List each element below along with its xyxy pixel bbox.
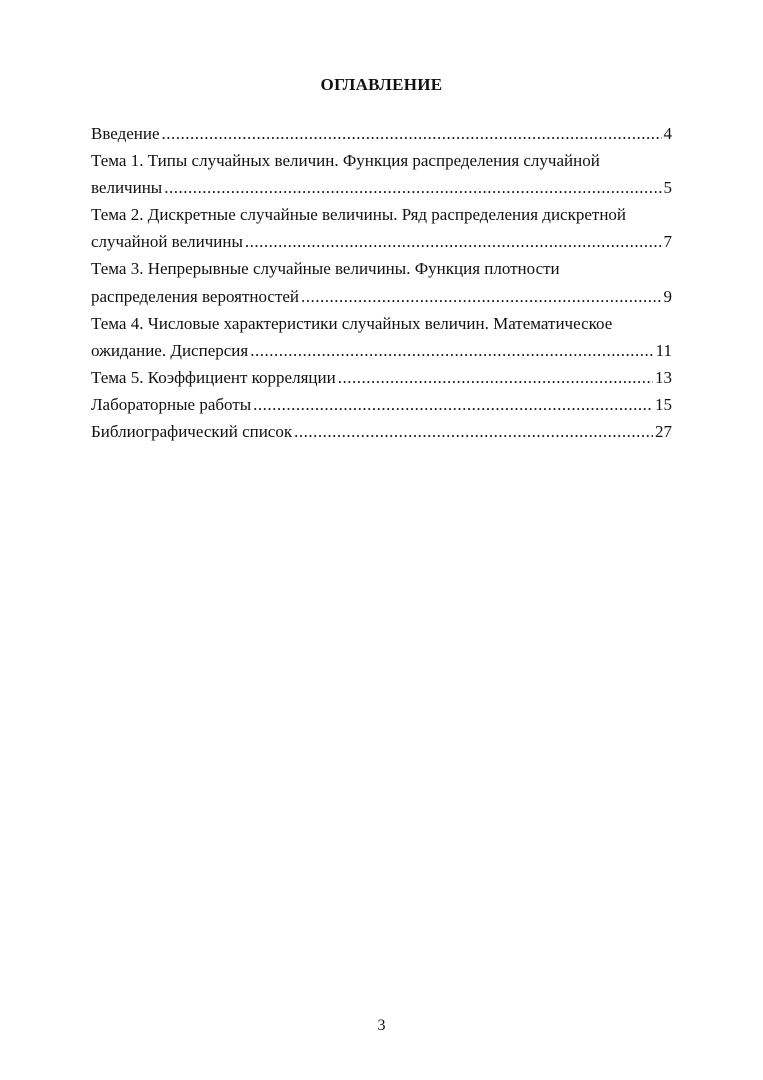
toc-line [91, 120, 672, 147]
toc-entry-title: ожидание. Дисперсия [91, 340, 249, 360]
toc-page-number: 9 [663, 286, 672, 306]
toc-line [91, 337, 672, 364]
toc-leader-dots [301, 283, 661, 310]
toc-page-number: 5 [663, 178, 672, 198]
toc-entry-bibliography[interactable] [91, 418, 672, 445]
page-title: ОГЛАВЛЕНИЕ [320, 75, 443, 94]
toc-line [91, 228, 672, 255]
toc-leader-dots [245, 228, 662, 255]
toc-entry-title: Тема 5. Коэффициент корреляции [91, 367, 336, 387]
toc-entry-title: случайной величины [91, 232, 243, 252]
toc-leader-dots [338, 364, 653, 391]
toc-leader-dots [294, 418, 653, 445]
toc-entry-title: Библиографический список [91, 422, 293, 442]
toc-page-number: 11 [655, 340, 672, 360]
toc-entry-topic-4[interactable] [91, 310, 672, 364]
toc-entry-title-line: Тема 4. Числовые характеристики случайных величин. Математическое [91, 313, 613, 333]
toc-entry-title: распределения вероятностей [91, 286, 300, 306]
toc-leader-dots [164, 174, 661, 201]
toc-line [91, 418, 672, 445]
toc-entry-topic-5[interactable] [91, 364, 672, 391]
toc-entry-title-line: Тема 3. Непрерывные случайные величины. Функция плотности [91, 259, 560, 279]
page-number: 3 [377, 1017, 386, 1034]
toc-page-number: 4 [663, 124, 672, 143]
toc-entry-title: Лабораторные работы [91, 394, 252, 414]
toc-page-number: 27 [655, 422, 672, 442]
toc-line [91, 391, 672, 418]
toc-page-number: 7 [663, 232, 672, 252]
toc-leader-dots [250, 337, 653, 364]
toc-leader-dots [162, 120, 662, 147]
toc-entry-topic-2[interactable] [91, 201, 672, 255]
toc-entry-lab-works[interactable] [91, 391, 672, 418]
toc-page-number: 15 [655, 394, 672, 414]
toc-line [91, 283, 672, 310]
toc-page-number: 13 [655, 367, 672, 387]
toc-entry-introduction[interactable] [91, 120, 672, 147]
toc-entry-title: величины [91, 178, 163, 198]
toc-entry-topic-3[interactable] [91, 255, 672, 309]
toc-entry-title-line: Тема 2. Дискретные случайные величины. Ряд распределения дискретной [91, 205, 627, 225]
toc-leader-dots [253, 391, 653, 418]
toc-line [91, 174, 672, 201]
toc-entry-title: Введение [91, 124, 160, 143]
toc-line [91, 364, 672, 391]
table-of-contents [91, 120, 672, 445]
toc-entry-topic-1[interactable] [91, 147, 672, 201]
toc-entry-title-line: Тема 1. Типы случайных величин. Функция распределения случайной [91, 151, 600, 171]
